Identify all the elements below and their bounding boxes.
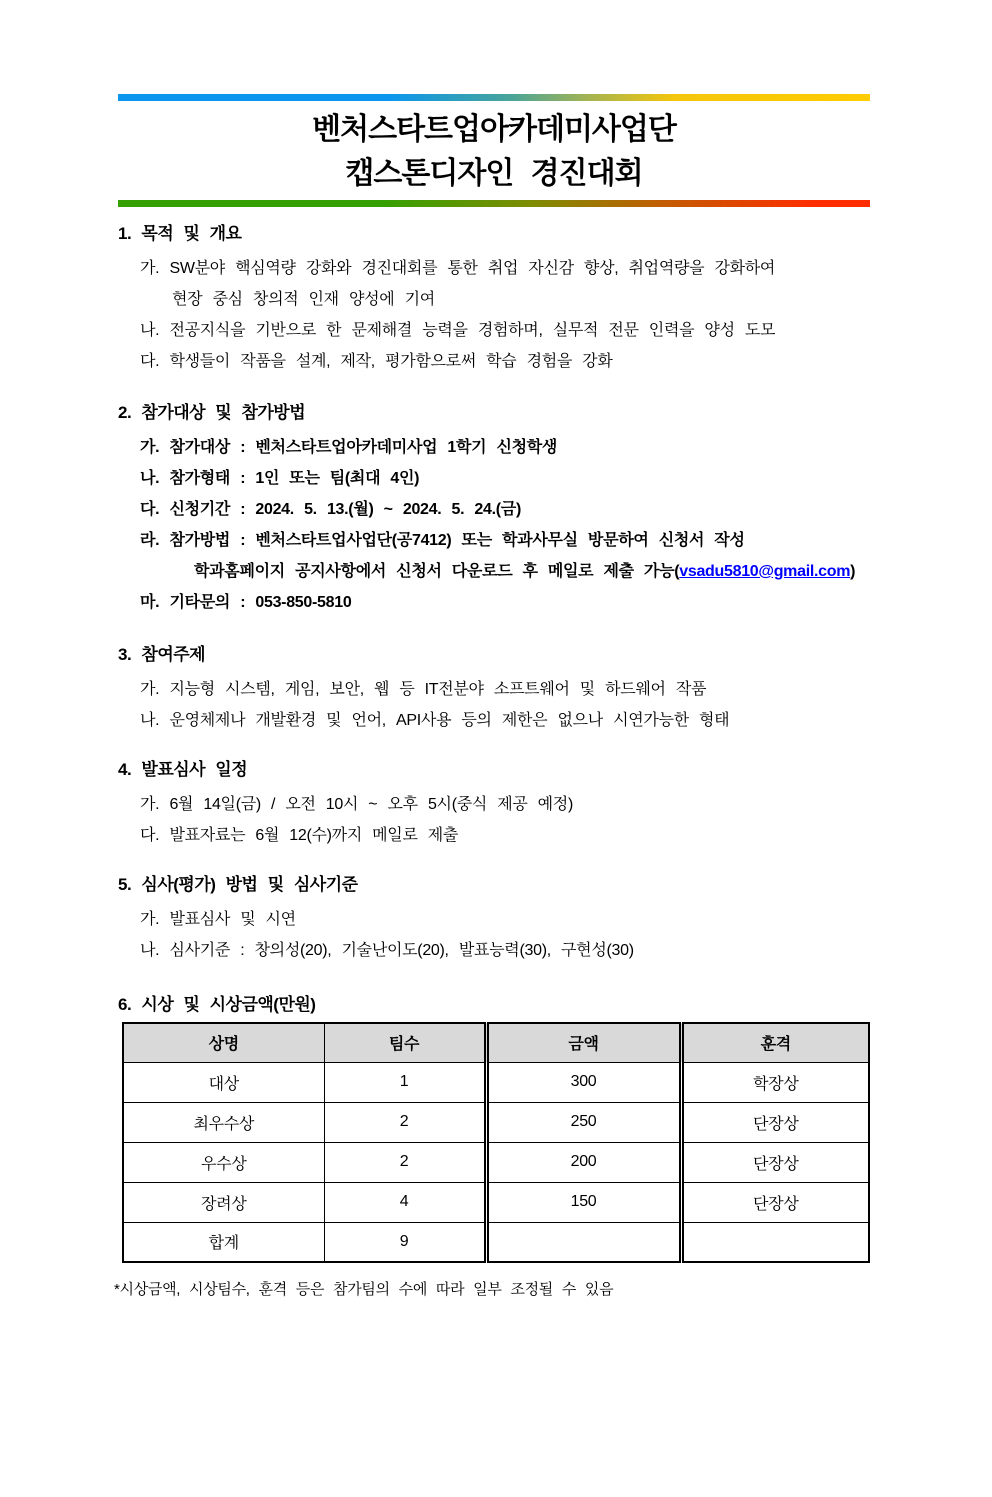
footnote: *시상금액, 시상팀수, 훈격 등은 참가팀의 수에 따라 일부 조정될 수 있음 (114, 1281, 614, 1298)
item-line: 마. 기타문의 : 053-850-5810 (140, 594, 352, 611)
item-line: 다. 발표자료는 6월 12(수)까지 메일로 제출 (140, 827, 459, 844)
section-topics (118, 644, 870, 736)
table-row (123, 1182, 869, 1222)
section-participation (118, 402, 870, 618)
item-line-continuation (194, 556, 870, 587)
table-cell: 2 (324, 1102, 486, 1142)
table-cell: 학장상 (681, 1062, 869, 1102)
awards-table-body (123, 1062, 869, 1262)
table-row (123, 1062, 869, 1102)
table-cell: 우수상 (123, 1142, 324, 1182)
table-header-cell: 상명 (123, 1023, 324, 1062)
table-cell (681, 1222, 869, 1262)
item-line: 가. SW분야 핵심역량 강화와 경진대회를 통한 취업 자신감 향상, 취업역량을 강화하여 (140, 260, 776, 277)
item-line: 나. 심사기준 : 창의성(20), 기술난이도(20), 발표능력(30), 구현성(30) (140, 942, 634, 959)
table-cell: 대상 (123, 1062, 324, 1102)
item-line: 나. 전공지식을 기반으로 한 문제해결 능력을 경험하며, 실무적 전문 인력을 양성 도모 (140, 322, 776, 339)
item-line: 가. 발표심사 및 시연 (140, 911, 296, 928)
title-line-1: 벤처스타트업아카데미사업단 (312, 113, 676, 146)
table-header-row (123, 1023, 869, 1062)
table-cell: 300 (486, 1062, 681, 1102)
table-cell: 150 (486, 1182, 681, 1222)
top-gradient-bar (118, 94, 870, 101)
table-cell: 2 (324, 1142, 486, 1182)
table-row (123, 1222, 869, 1262)
section-heading: 2. 참가대상 및 참가방법 (118, 403, 306, 422)
section-heading: 4. 발표심사 일정 (118, 760, 248, 779)
table-cell: 200 (486, 1142, 681, 1182)
item-line-continuation: 현장 중심 창의적 인재 양성에 기여 (172, 291, 435, 308)
email-link[interactable]: vsadu5810@gmail.com (679, 563, 851, 580)
table-cell: 단장상 (681, 1182, 869, 1222)
section-heading: 6. 시상 및 시상금액(만원) (118, 995, 316, 1014)
table-header-cell: 팀수 (324, 1023, 486, 1062)
table-cell: 4 (324, 1182, 486, 1222)
table-cell: 최우수상 (123, 1102, 324, 1142)
section-purpose (118, 223, 870, 377)
table-row (123, 1102, 869, 1142)
email-line-after: ) (850, 563, 856, 580)
section-heading: 5. 심사(평가) 방법 및 심사기준 (118, 875, 358, 894)
item-line: 다. 학생들이 작품을 설계, 제작, 평가함으로써 학습 경험을 강화 (140, 353, 613, 370)
document-title (118, 108, 870, 196)
section-heading: 1. 목적 및 개요 (118, 224, 242, 243)
item-line: 라. 참가방법 : 벤처스타트업사업단(공7412) 또는 학과사무실 방문하여 신청서 작성 (140, 532, 745, 549)
table-header-cell: 훈격 (681, 1023, 869, 1062)
item-line: 가. 지능형 시스템, 게임, 보안, 웹 등 IT전분야 소프트웨어 및 하드웨어 작품 (140, 681, 707, 698)
awards-table (122, 1022, 870, 1263)
item-line: 다. 신청기간 : 2024. 5. 13.(월) ~ 2024. 5. 24.(금) (140, 501, 521, 518)
item-line: 나. 운영체제나 개발환경 및 언어, API사용 등의 제한은 없으나 시연가능한 형태 (140, 712, 730, 729)
table-cell: 장려상 (123, 1182, 324, 1222)
document-page (114, 94, 870, 1299)
table-cell: 1 (324, 1062, 486, 1102)
email-line-before: 학과홈페이지 공지사항에서 신청서 다운로드 후 메일로 제출 가능( (194, 563, 680, 580)
table-cell (486, 1222, 681, 1262)
table-cell: 합계 (123, 1222, 324, 1262)
table-cell: 단장상 (681, 1142, 869, 1182)
table-row (123, 1142, 869, 1182)
section-heading: 3. 참여주제 (118, 645, 206, 664)
bottom-gradient-bar (118, 200, 870, 207)
table-cell: 9 (324, 1222, 486, 1262)
table-cell: 250 (486, 1102, 681, 1142)
section-awards (118, 994, 870, 1016)
item-line: 가. 6월 14일(금) / 오전 10시 ~ 오후 5시(중식 제공 예정) (140, 796, 573, 813)
table-header-cell: 금액 (486, 1023, 681, 1062)
item-line: 가. 참가대상 : 벤처스타트업아카데미사업 1학기 신청학생 (140, 439, 558, 456)
title-line-2: 캡스톤디자인 경진대회 (345, 157, 643, 190)
table-cell: 단장상 (681, 1102, 869, 1142)
section-schedule (118, 759, 870, 851)
section-evaluation (118, 874, 870, 966)
item-line: 나. 참가형태 : 1인 또는 팀(최대 4인) (140, 470, 420, 487)
